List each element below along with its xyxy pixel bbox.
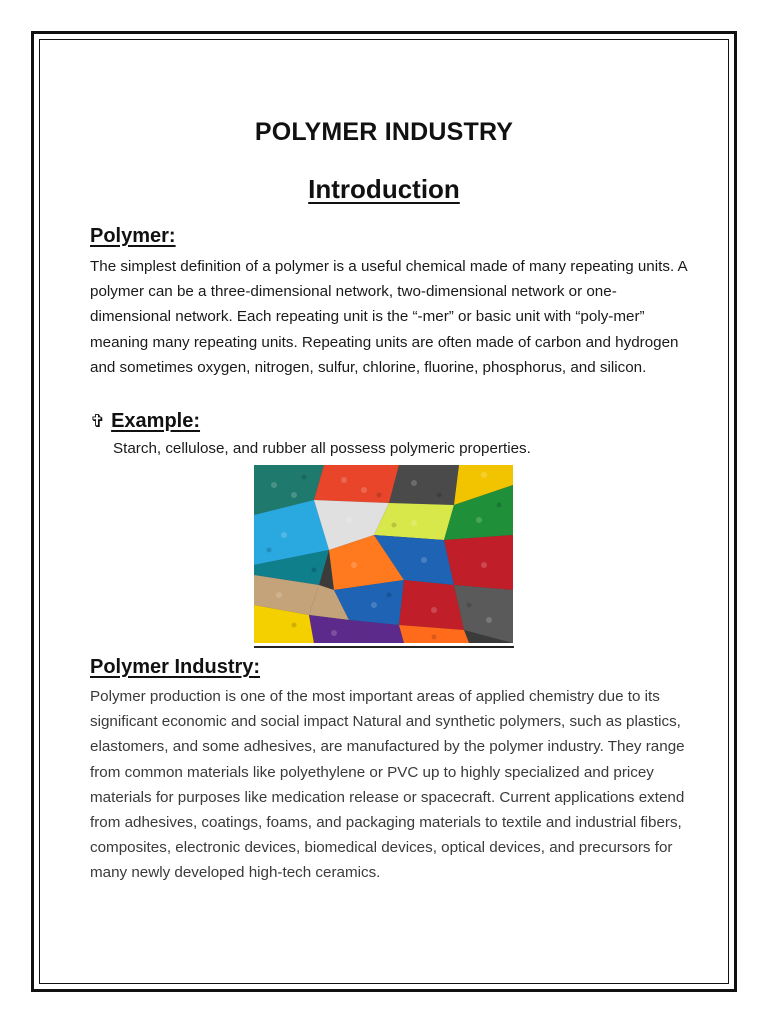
cross-bullet-icon: ✞ bbox=[90, 411, 106, 431]
example-heading-row bbox=[90, 410, 200, 433]
image-underline bbox=[254, 646, 514, 648]
example-heading: Example: bbox=[111, 410, 201, 432]
polymer-heading: Polymer: bbox=[90, 225, 176, 247]
polymer-pellets-image bbox=[254, 465, 513, 643]
polymer-industry-paragraph: Polymer production is one of the most important areas of applied chemistry due to its significant economic and social impact Natural and synthetic polymers, such as plastics, elastomers, and some adhesives, are manufactured by the polymer industry. They range from common materials like polyethylene or PVC up to highly specialized and pricey materials for purposes like medication release or spacecraft. Current applications extend from adhesives, coatings, foams, and packaging materials to textile and industrial fibers, composites, electronic devices, biomedical devices, optical devices, and precursors for many newly developed high-tech ceramics. bbox=[90, 688, 685, 882]
section-heading-introduction: Introduction bbox=[308, 174, 460, 204]
example-text: Starch, cellulose, and rubber all possess polymeric properties. bbox=[113, 440, 531, 457]
polymer-paragraph: The simplest definition of a polymer is a useful chemical made of many repeating units. A polymer can be a three-dimensional network, two-dimensional network or one-dimensional network. Each repeating unit is the “-mer” or basic unit with “poly-mer” meaning many repeating units. Repeating units are often made of carbon and hydrogen and sometimes oxygen, nitrogen, sulfur, chlorine, fluorine, phosphorus, and silicon. bbox=[90, 258, 687, 376]
document-title: POLYMER INDUSTRY bbox=[254, 118, 514, 146]
pellets-illustration bbox=[254, 465, 513, 643]
polymer-industry-heading: Polymer Industry: bbox=[90, 656, 261, 678]
